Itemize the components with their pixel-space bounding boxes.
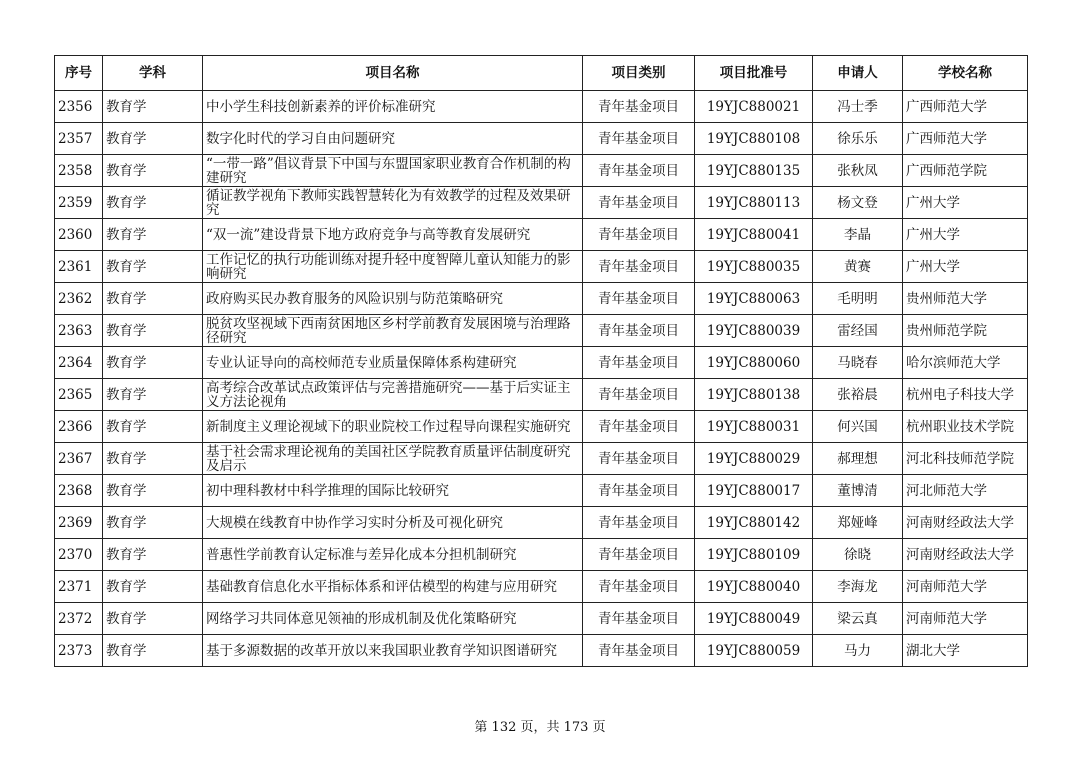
serial-cell: 2371	[55, 571, 103, 603]
discipline-cell: 教育学	[103, 411, 203, 443]
approval-number-cell: 19YJC880142	[695, 507, 813, 539]
approval-number-cell: 19YJC880021	[695, 91, 813, 123]
approval-number-cell: 19YJC880017	[695, 475, 813, 507]
table-row	[55, 187, 1028, 219]
applicant-cell: 徐乐乐	[813, 123, 903, 155]
discipline-cell: 教育学	[103, 539, 203, 571]
discipline-cell: 教育学	[103, 475, 203, 507]
approval-number-cell: 19YJC880029	[695, 443, 813, 475]
project-category-cell: 青年基金项目	[583, 571, 695, 603]
project-category-cell: 青年基金项目	[583, 443, 695, 475]
project-name-cell: 高考综合改革试点政策评估与完善措施研究——基于后实证主义方法论视角	[203, 379, 583, 411]
table-row	[55, 507, 1028, 539]
serial-cell: 2367	[55, 443, 103, 475]
serial-cell: 2358	[55, 155, 103, 187]
school-name-cell: 湖北大学	[903, 635, 1028, 667]
project-category-cell: 青年基金项目	[583, 123, 695, 155]
header-serial: 序号	[55, 56, 103, 91]
approval-number-cell: 19YJC880041	[695, 219, 813, 251]
approval-number-cell: 19YJC880040	[695, 571, 813, 603]
project-name-cell: 中小学生科技创新素养的评价标准研究	[203, 91, 583, 123]
serial-cell: 2372	[55, 603, 103, 635]
school-name-cell: 广州大学	[903, 219, 1028, 251]
table-row	[55, 539, 1028, 571]
table-header-row	[55, 56, 1028, 91]
applicant-cell: 杨文登	[813, 187, 903, 219]
discipline-cell: 教育学	[103, 219, 203, 251]
school-name-cell: 河南财经政法大学	[903, 507, 1028, 539]
project-name-cell: 基础教育信息化水平指标体系和评估模型的构建与应用研究	[203, 571, 583, 603]
project-category-cell: 青年基金项目	[583, 603, 695, 635]
discipline-cell: 教育学	[103, 251, 203, 283]
project-category-cell: 青年基金项目	[583, 283, 695, 315]
serial-cell: 2359	[55, 187, 103, 219]
serial-cell: 2366	[55, 411, 103, 443]
serial-cell: 2362	[55, 283, 103, 315]
school-name-cell: 河南财经政法大学	[903, 539, 1028, 571]
header-discipline: 学科	[103, 56, 203, 91]
serial-cell: 2360	[55, 219, 103, 251]
discipline-cell: 教育学	[103, 283, 203, 315]
project-category-cell: 青年基金项目	[583, 507, 695, 539]
header-project-name: 项目名称	[203, 56, 583, 91]
project-name-cell: 政府购买民办教育服务的风险识别与防范策略研究	[203, 283, 583, 315]
approval-number-cell: 19YJC880060	[695, 347, 813, 379]
header-school-name: 学校名称	[903, 56, 1028, 91]
project-name-cell: 普惠性学前教育认定标准与差异化成本分担机制研究	[203, 539, 583, 571]
project-name-cell: 专业认证导向的高校师范专业质量保障体系构建研究	[203, 347, 583, 379]
discipline-cell: 教育学	[103, 187, 203, 219]
discipline-cell: 教育学	[103, 571, 203, 603]
header-approval-number: 项目批准号	[695, 56, 813, 91]
applicant-cell: 梁云真	[813, 603, 903, 635]
applicant-cell: 何兴国	[813, 411, 903, 443]
approval-number-cell: 19YJC880113	[695, 187, 813, 219]
table-row	[55, 91, 1028, 123]
school-name-cell: 哈尔滨师范大学	[903, 347, 1028, 379]
table-row	[55, 411, 1028, 443]
school-name-cell: 广西师范大学	[903, 91, 1028, 123]
school-name-cell: 广西师范大学	[903, 123, 1028, 155]
discipline-cell: 教育学	[103, 507, 203, 539]
approval-number-cell: 19YJC880049	[695, 603, 813, 635]
table-body	[55, 91, 1028, 667]
project-name-cell: 网络学习共同体意见领袖的形成机制及优化策略研究	[203, 603, 583, 635]
serial-cell: 2357	[55, 123, 103, 155]
approval-number-cell: 19YJC880135	[695, 155, 813, 187]
applicant-cell: 李晶	[813, 219, 903, 251]
approval-number-cell: 19YJC880035	[695, 251, 813, 283]
project-name-cell: 新制度主义理论视域下的职业院校工作过程导向课程实施研究	[203, 411, 583, 443]
applicant-cell: 张裕晨	[813, 379, 903, 411]
table-row	[55, 251, 1028, 283]
project-name-cell: 初中理科教材中科学推理的国际比较研究	[203, 475, 583, 507]
project-category-cell: 青年基金项目	[583, 219, 695, 251]
table-row	[55, 219, 1028, 251]
table-row	[55, 315, 1028, 347]
approval-number-cell: 19YJC880039	[695, 315, 813, 347]
approval-number-cell: 19YJC880109	[695, 539, 813, 571]
project-category-cell: 青年基金项目	[583, 411, 695, 443]
project-category-cell: 青年基金项目	[583, 187, 695, 219]
table-row	[55, 347, 1028, 379]
header-applicant: 申请人	[813, 56, 903, 91]
school-name-cell: 河南师范大学	[903, 603, 1028, 635]
project-category-cell: 青年基金项目	[583, 347, 695, 379]
project-name-cell: 大规模在线教育中协作学习实时分析及可视化研究	[203, 507, 583, 539]
applicant-cell: 毛明明	[813, 283, 903, 315]
applicant-cell: 黄赛	[813, 251, 903, 283]
table-row	[55, 443, 1028, 475]
header-project-category: 项目类别	[583, 56, 695, 91]
applicant-cell: 张秋凤	[813, 155, 903, 187]
applicant-cell: 马晓春	[813, 347, 903, 379]
table-row	[55, 475, 1028, 507]
approval-number-cell: 19YJC880108	[695, 123, 813, 155]
table-row	[55, 155, 1028, 187]
school-name-cell: 广州大学	[903, 187, 1028, 219]
project-name-cell: “一带一路”倡议背景下中国与东盟国家职业教育合作机制的构建研究	[203, 155, 583, 187]
discipline-cell: 教育学	[103, 155, 203, 187]
school-name-cell: 河北科技师范学院	[903, 443, 1028, 475]
serial-cell: 2356	[55, 91, 103, 123]
serial-cell: 2370	[55, 539, 103, 571]
project-table	[54, 55, 1028, 667]
school-name-cell: 河南师范大学	[903, 571, 1028, 603]
applicant-cell: 郝理想	[813, 443, 903, 475]
discipline-cell: 教育学	[103, 123, 203, 155]
school-name-cell: 广州大学	[903, 251, 1028, 283]
discipline-cell: 教育学	[103, 315, 203, 347]
school-name-cell: 贵州师范学院	[903, 315, 1028, 347]
project-name-cell: 循证教学视角下教师实践智慧转化为有效教学的过程及效果研究	[203, 187, 583, 219]
discipline-cell: 教育学	[103, 379, 203, 411]
project-category-cell: 青年基金项目	[583, 635, 695, 667]
project-name-cell: 工作记忆的执行功能训练对提升轻中度智障儿童认知能力的影响研究	[203, 251, 583, 283]
discipline-cell: 教育学	[103, 443, 203, 475]
project-name-cell: 脱贫攻坚视域下西南贫困地区乡村学前教育发展困境与治理路径研究	[203, 315, 583, 347]
serial-cell: 2361	[55, 251, 103, 283]
project-name-cell: 数字化时代的学习自由问题研究	[203, 123, 583, 155]
page-footer: 第 132 页，共 173 页	[474, 720, 606, 735]
applicant-cell: 冯士季	[813, 91, 903, 123]
serial-cell: 2369	[55, 507, 103, 539]
project-category-cell: 青年基金项目	[583, 91, 695, 123]
project-category-cell: 青年基金项目	[583, 539, 695, 571]
table-row	[55, 283, 1028, 315]
serial-cell: 2363	[55, 315, 103, 347]
school-name-cell: 河北师范大学	[903, 475, 1028, 507]
table-row	[55, 635, 1028, 667]
approval-number-cell: 19YJC880063	[695, 283, 813, 315]
project-category-cell: 青年基金项目	[583, 315, 695, 347]
school-name-cell: 贵州师范大学	[903, 283, 1028, 315]
project-category-cell: 青年基金项目	[583, 251, 695, 283]
table-row	[55, 123, 1028, 155]
table-row	[55, 603, 1028, 635]
discipline-cell: 教育学	[103, 603, 203, 635]
school-name-cell: 广西师范学院	[903, 155, 1028, 187]
table-row	[55, 379, 1028, 411]
project-category-cell: 青年基金项目	[583, 379, 695, 411]
school-name-cell: 杭州电子科技大学	[903, 379, 1028, 411]
discipline-cell: 教育学	[103, 635, 203, 667]
project-name-cell: 基于社会需求理论视角的美国社区学院教育质量评估制度研究及启示	[203, 443, 583, 475]
applicant-cell: 马力	[813, 635, 903, 667]
serial-cell: 2365	[55, 379, 103, 411]
applicant-cell: 董博清	[813, 475, 903, 507]
applicant-cell: 雷经国	[813, 315, 903, 347]
project-name-cell: “双一流”建设背景下地方政府竞争与高等教育发展研究	[203, 219, 583, 251]
project-category-cell: 青年基金项目	[583, 155, 695, 187]
applicant-cell: 郑娅峰	[813, 507, 903, 539]
applicant-cell: 李海龙	[813, 571, 903, 603]
discipline-cell: 教育学	[103, 91, 203, 123]
applicant-cell: 徐晓	[813, 539, 903, 571]
project-list-sheet	[54, 55, 1027, 667]
approval-number-cell: 19YJC880138	[695, 379, 813, 411]
approval-number-cell: 19YJC880031	[695, 411, 813, 443]
project-name-cell: 基于多源数据的改革开放以来我国职业教育学知识图谱研究	[203, 635, 583, 667]
school-name-cell: 杭州职业技术学院	[903, 411, 1028, 443]
serial-cell: 2364	[55, 347, 103, 379]
discipline-cell: 教育学	[103, 347, 203, 379]
approval-number-cell: 19YJC880059	[695, 635, 813, 667]
table-row	[55, 571, 1028, 603]
serial-cell: 2368	[55, 475, 103, 507]
project-category-cell: 青年基金项目	[583, 475, 695, 507]
serial-cell: 2373	[55, 635, 103, 667]
